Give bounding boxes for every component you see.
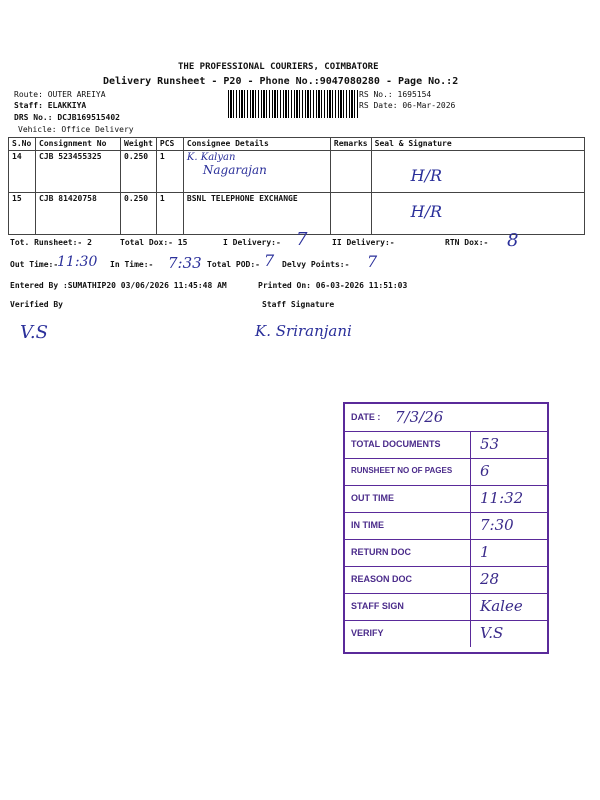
out-time-label: Out Time:- [10,260,59,269]
entered-by: Entered By :SUMATHIP20 03/06/2026 11:45:48 AM [10,281,227,290]
stamp-row [345,620,547,647]
stamp-value: 7:30 [480,516,514,534]
stamp-value: V.S [480,624,504,642]
rtn-dox-label: RTN Dox:- [445,238,489,247]
stamp-value: 53 [480,435,500,453]
stamp-value: 28 [480,570,500,588]
stamp-value: 6 [480,462,490,480]
stamp-label: DATE : [351,412,381,422]
total-dox: Total Dox:- 15 [120,238,188,247]
row-pcs: 1 [156,151,183,193]
row-weight: 0.250 [121,151,157,193]
delvy-points-value: 7 [367,252,378,271]
stamp-row [345,431,547,459]
rtn-dox-value: 8 [507,230,519,251]
total-pod-value: 7 [264,251,275,270]
rs-date: RS Date: 06-Mar-2026 [359,101,456,110]
stamp-value: 7/3/26 [395,408,444,426]
col-pcs: PCS [156,138,183,151]
out-time-value: 11:30 [57,254,98,270]
i-delivery-value: 7 [296,229,308,250]
row-consignment: CJB 81420758 [36,193,121,235]
stamp-label: TOTAL DOCUMENTS [351,439,441,449]
vehicle-text: Vehicle: Office Delivery [18,125,134,134]
stamp-value: 1 [480,543,490,561]
i-delivery-label: I Delivery:- [223,238,281,247]
row-sno: 15 [9,193,36,235]
row-remarks [330,151,371,193]
row-pcs: 1 [156,193,183,235]
stamp-label: REASON DOC [351,574,413,584]
stamp-label: OUT TIME [351,493,394,503]
stamp-row [345,404,547,432]
stamp-row [345,458,547,486]
staff-signature: K. Sriranjani [255,322,352,340]
runsheet-subtitle: Delivery Runsheet - P20 - Phone No.:9047080280 - Page No.:2 [103,76,459,87]
col-remarks: Remarks [330,138,371,151]
stamp-row [345,485,547,513]
row-seal [371,151,584,193]
row-consignee [183,151,330,193]
col-consignment: Consignment No [36,138,121,151]
row-consignment: CJB 523455325 [36,151,121,193]
row-seal [371,193,584,235]
stamp-label: VERIFY [351,628,384,638]
ii-delivery: II Delivery:- [332,238,395,247]
staff-text: Staff: ELAKKIYA [14,101,87,110]
total-pod-label: Total POD:- [207,260,260,269]
stamp-label: RETURN DOC [351,547,411,557]
col-weight: Weight [121,138,157,151]
stamp-label: STAFF SIGN [351,601,404,611]
route-text: Route: OUTER AREIYA [14,90,106,99]
barcode [228,90,358,118]
in-time-value: 7:33 [168,254,202,272]
col-seal: Seal & Signature [371,138,584,151]
stamp-value: Kalee [480,597,523,615]
tot-runsheet: Tot. Runsheet:- 2 [10,238,92,247]
rs-no: RS No.: 1695154 [359,90,432,99]
stamp-row [345,539,547,567]
stamp-label: RUNSHEET NO OF PAGES [351,466,453,475]
verified-signature: V.S [20,322,48,343]
printed-on: Printed On: 06-03-2026 11:51:03 [258,281,408,290]
stamp-label: IN TIME [351,520,384,530]
drs-text: DRS No.: DCJB169515402 [14,113,120,122]
staff-signature-label: Staff Signature [262,300,335,309]
handwritten-consignee2: Nagarajan [202,163,267,177]
handwritten-consignee: K. Kalyan [186,152,236,163]
verified-by-label: Verified By [10,300,63,309]
stamp-value: 11:32 [480,489,524,507]
row-consignee: BSNL TELEPHONE EXCHANGE [183,193,330,235]
seal-signature: H/R [410,166,443,185]
seal-signature: H/R [410,202,443,221]
row-sno: 14 [9,151,36,193]
row-remarks [330,193,371,235]
stamp-row [345,512,547,540]
col-sno: S.No [9,138,36,151]
row-weight: 0.250 [121,193,157,235]
table-header-row [9,138,585,151]
delivery-table [8,137,585,235]
delvy-points-label: Delvy Points:- [282,260,350,269]
stamp-row [345,593,547,621]
office-stamp [343,402,549,654]
stamp-row [345,566,547,594]
table-row [9,151,585,193]
col-consignee: Consignee Details [183,138,330,151]
in-time-label: In Time:- [110,260,154,269]
company-title: THE PROFESSIONAL COURIERS, COIMBATORE [178,62,379,72]
